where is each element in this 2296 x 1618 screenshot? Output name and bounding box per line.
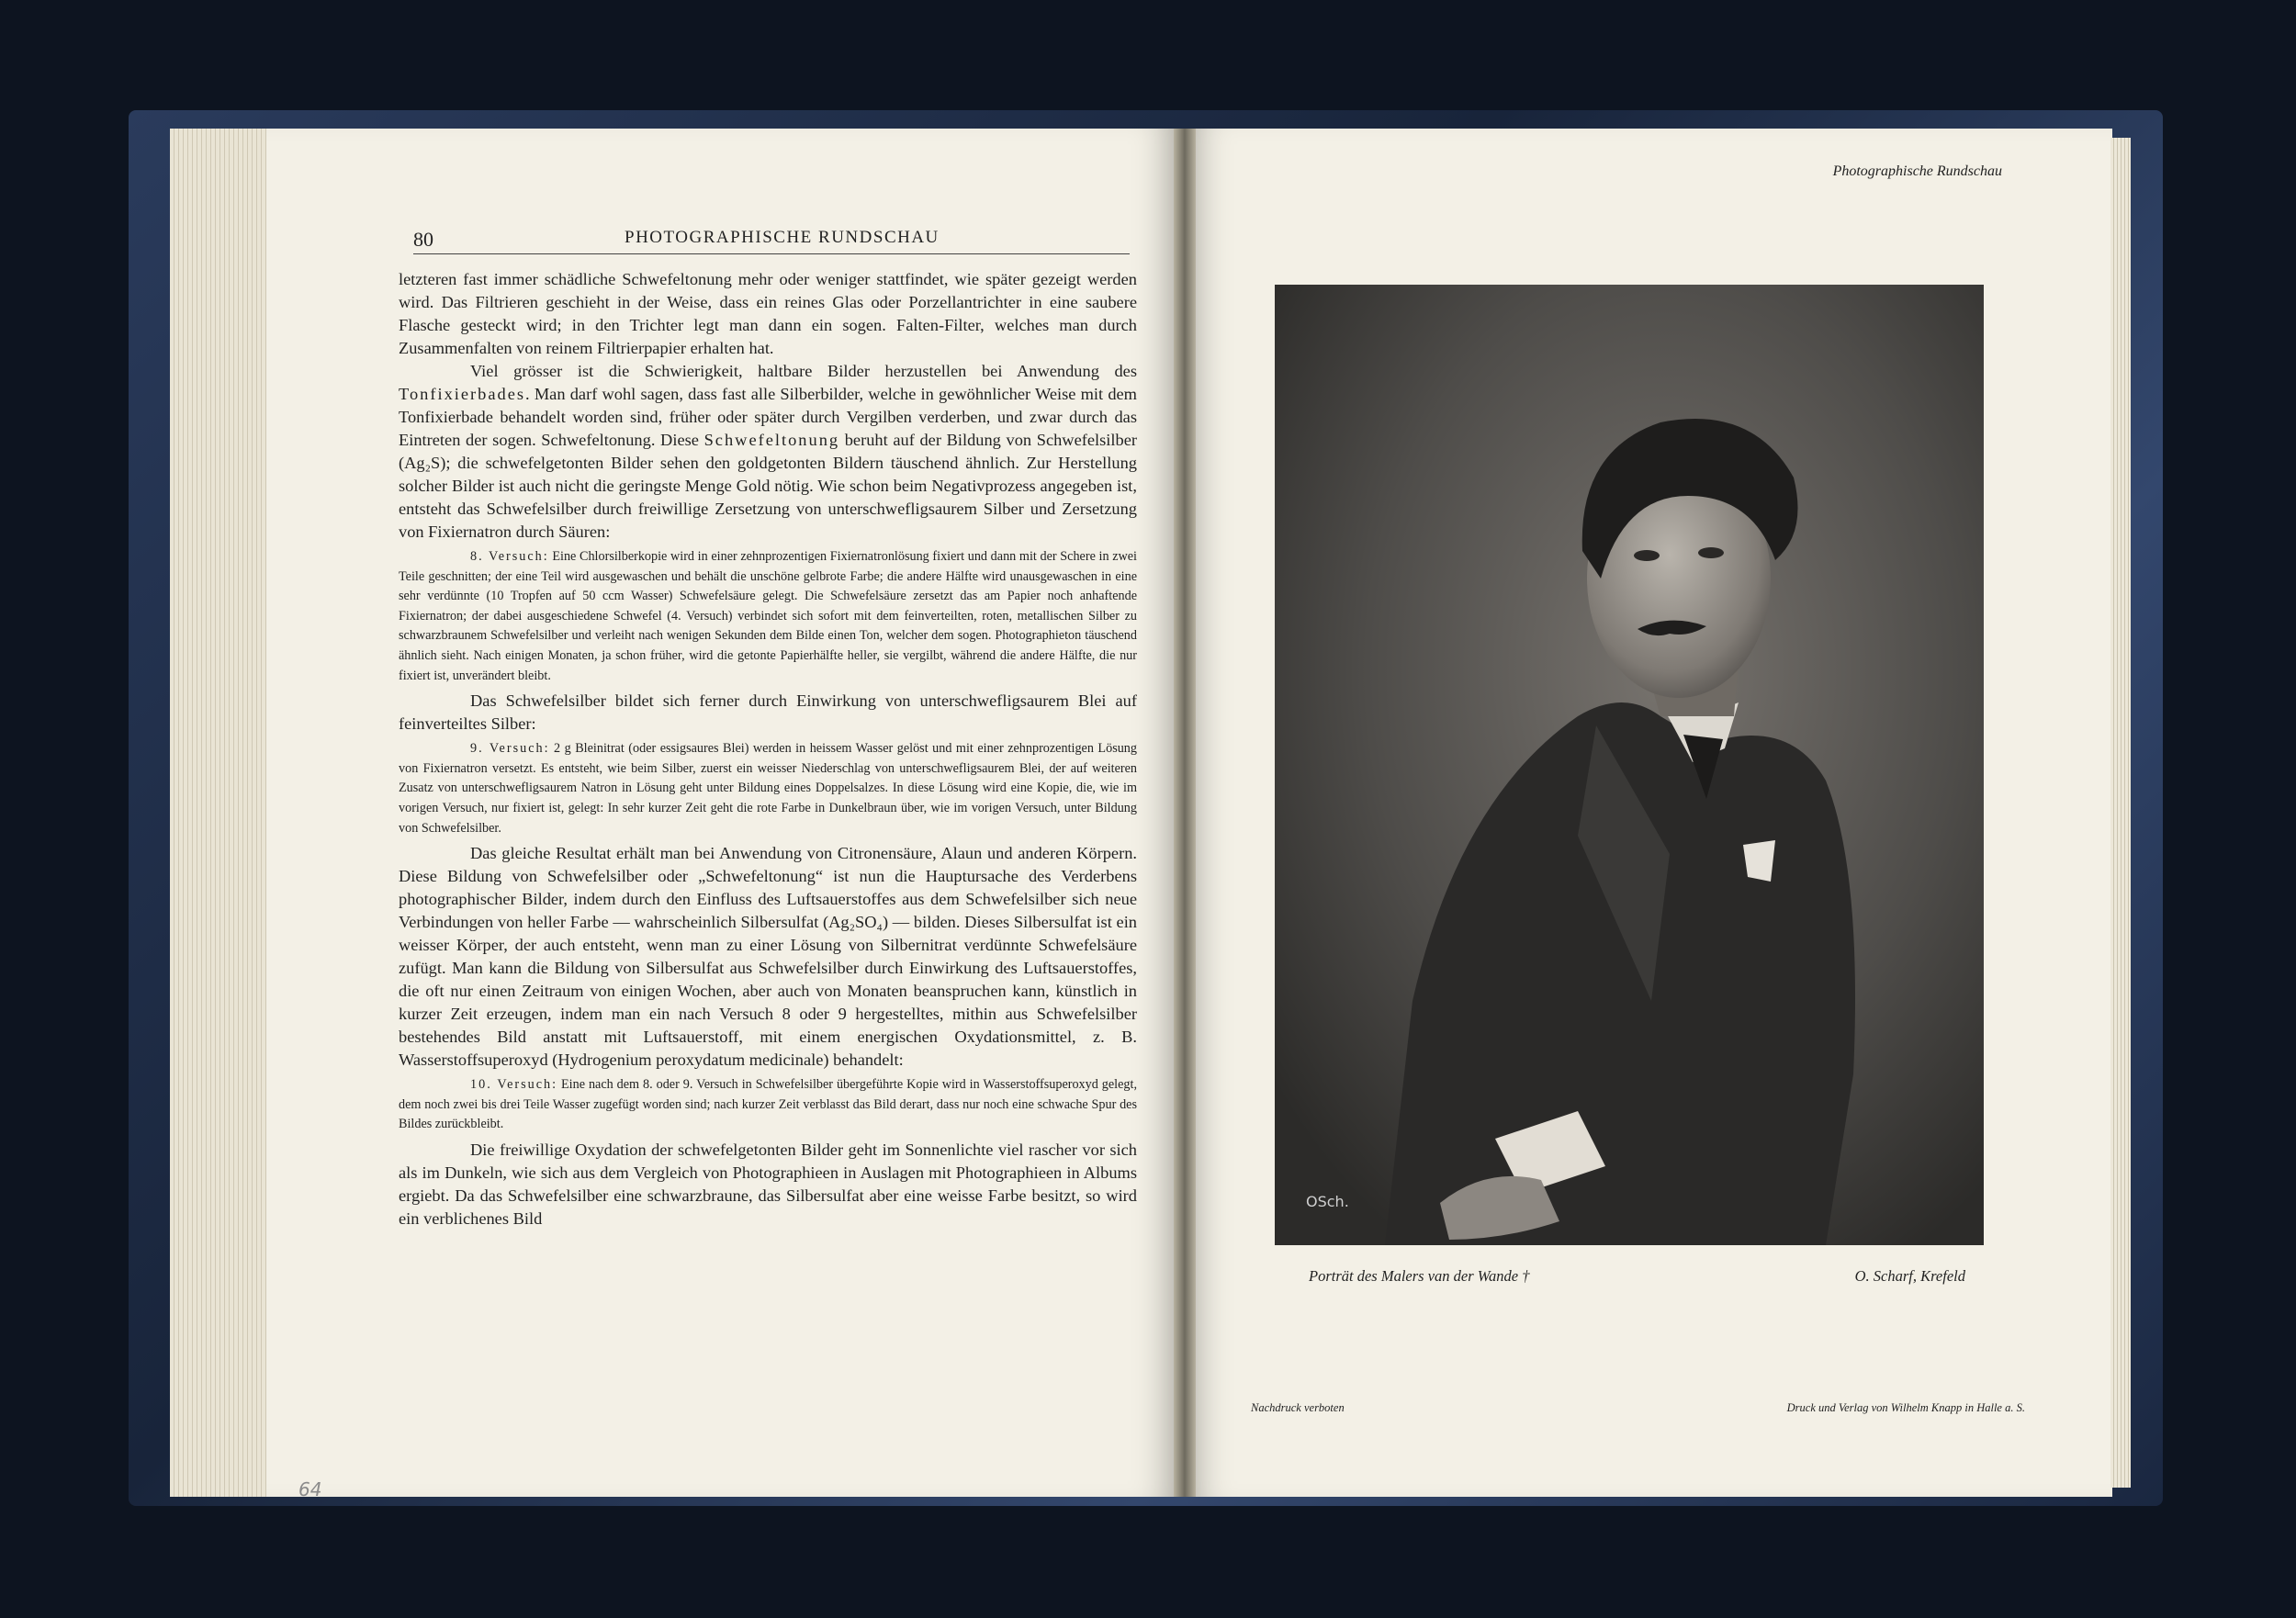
pencil-mark: 64	[298, 1478, 322, 1500]
experiment-8-label: 8. Versuch:	[470, 549, 549, 564]
paragraph-5: Die freiwillige Oxydation der schwefelgetonten Bilder geht im Sonnenlichte viel rascher vor sich als im Dunkeln, wie sich aus dem Vergleich von Photographieen in Auslagen mit Photographieen in Albums ergiebt. Da das Schwefelsilber eine schwarzbraune, das Silbersulfat aber eine weisse Farbe besitzt, so wird ein verblichenes Bild	[399, 1140, 1137, 1228]
spaced-term-schwefeltonung: Schwefeltonung	[703, 431, 840, 449]
experiment-10	[399, 1075, 1137, 1135]
paragraph-1: letzteren fast immer schädliche Schwefeltonung mehr oder weniger stattfindet, wie später gezeigt werden wird. Das Filtrieren geschieht in der Weise, dass ein reines Glas oder Porzellantrichter in eine saubere Flasche gesteckt wird; in den Trichter legt man dann ein sogen. Falten-Filter, welches man durch Zusammenfalten von reinem Filtrierpapier erhalten hat.	[399, 270, 1137, 357]
right-eye	[1698, 547, 1724, 558]
paragraph-2-part-b: . Man darf wohl sagen, dass fast alle Silberbilder, welche in gewöhnlicher Weise mit dem Tonfixierbade behandelt worden sind, früher oder später durch Vergilben verderben, und zwar durch das Eintreten der sogen. Schwefeltonung. Diese	[399, 385, 1137, 449]
book-gutter	[1174, 129, 1196, 1497]
photo-caption-title: Porträt des Malers van der Wande †	[1309, 1267, 1530, 1285]
photo-signature: OSch.	[1306, 1193, 1349, 1210]
journal-title: PHOTOGRAPHISCHE RUNDSCHAU	[625, 228, 940, 247]
left-page-stack	[170, 129, 271, 1497]
right-page-stack	[2110, 138, 2131, 1488]
reprint-notice: Nachdruck verboten	[1251, 1401, 1345, 1414]
body-text	[399, 268, 1137, 1230]
pocket-square	[1743, 840, 1775, 882]
paragraph-2	[399, 360, 1137, 544]
publisher-imprint: Druck und Verlag von Wilhelm Knapp in Halle a. S.	[1786, 1401, 2025, 1414]
paragraph-2-part-c: beruht auf der Bildung von Schwefelsilber (Ag₂S); die schwefelgetonten Bilder sehen den goldgetonten Bildern täuschend ähnlich. Zur Herstellung solcher Bilder ist auch nicht die geringste Menge Gold nötig. Wie schon beim Negativprozess angegeben ist, entsteht das Schwefelsilber durch freiwillige Zersetzung von unterschwefligsaurem Silber und Zersetzung von Fixiernatron durch Säuren:	[399, 431, 1138, 541]
experiment-8	[399, 547, 1137, 686]
page-number: 80	[413, 228, 433, 251]
right-running-head: Photographische Rundschau	[1832, 163, 2002, 179]
experiment-9	[399, 739, 1137, 838]
photo-caption-credit: O. Scharf, Krefeld	[1854, 1267, 1965, 1285]
spaced-term-tonfixierbades: Tonfixierbades	[399, 385, 526, 403]
experiment-8-text: Eine Chlorsilberkopie wird in einer zehnprozentigen Fixiernatronlösung fixiert und dann mit der Schere in zwei Teile geschnitten; der eine Teil wird ausgewaschen und behält die unschöne gelbrote Farbe; die andere Hälfte wird unausgewaschen in eine sehr verdünnte (10 Tropfen auf 50 ccm Wasser) Schwefelsäure gelegt. Die Schwefelsäure zersetzt das am Papier noch anhaftende Fixiernatron; der dabei ausgeschiedene Schwefel (4. Versuch) verbindet sich sofort mit dem feinverteilten, roten, metallischen Silber zu schwarzbraunem Schwefelsilber und verleiht nach wenigen Sekunden dem Bilde einen Ton, welcher dem sogen. Photographieton täuschend ähnlich sieht. Nach einigen Monaten, ja schon früher, wird die getonte Papierhälfte heller, sie vergilbt, während die andere Hälfte, die nur fixiert ist, unverändert bleibt.	[399, 549, 1137, 683]
portrait-figure	[1275, 285, 1984, 1245]
left-eye	[1634, 550, 1660, 561]
experiment-10-text: Eine nach dem 8. oder 9. Versuch in Schwefelsilber übergeführte Kopie wird in Wasserstoffsuperoxyd gelegt, dem noch zwei bis drei Teile Wasser zugefügt worden sind; nach kurzer Zeit verblasst das Bild derart, dass nur noch eine schwache Spur des Bildes zurückbleibt.	[399, 1077, 1137, 1132]
paragraph-2-part-a: Viel grösser ist die Schwierigkeit, haltbare Bilder herzustellen bei Anwendung des	[470, 362, 1137, 380]
experiment-9-label: 9. Versuch:	[470, 741, 550, 757]
paragraph-3: Das Schwefelsilber bildet sich ferner durch Einwirkung von unterschwefligsaurem Blei auf feinverteiltes Silber:	[399, 691, 1137, 734]
portrait-photograph	[1275, 285, 1984, 1245]
left-running-head	[413, 228, 1130, 254]
paragraph-4: Das gleiche Resultat erhält man bei Anwendung von Citronensäure, Alaun und anderen Körpern. Diese Bildung von Schwefelsilber oder „Schwefeltonung“ ist nun die Hauptursache des Verderbens photographischer Bilder, indem durch den Einfluss des Luftsauerstoffes aus dem Schwefelsilber sich neue Verbindungen von heller Farbe — wahrscheinlich Silbersulfat (Ag₂SO₄) — bilden. Dieses Silbersulfat ist ein weisser Körper, der auch entsteht, wenn man zu einer Lösung von Silbernitrat verdünnte Schwefelsäure zufügt. Man kann die Bildung von Silbersulfat aus Schwefelsilber durch Einwirkung des Luftsauerstoffes, die oft nur einen Zeitraum von einigen Wochen, aber auch von Monaten beanspruchen kann, künstlich in kurzer Zeit erzeugen, indem man ein nach Versuch 8 oder 9 hergestelltes, mithin aus Schwefelsilber bestehendes Bild anstatt mit Luftsauerstoff, mit einem energischen Oxydationsmittel, z. B. Wasserstoffsuperoxyd (Hydrogenium peroxydatum medicinale) behandelt:	[399, 844, 1137, 1070]
experiment-10-label: 10. Versuch:	[470, 1077, 558, 1093]
experiment-9-text: 2 g Bleinitrat (oder essigsaures Blei) werden in heissem Wasser gelöst und mit einer zehnprozentigen Lösung von Fixiernatron versetzt. Es entsteht, wie beim Silber, zuerst ein weisser Niederschlag von unterschwefligsaurem Blei, der auf weiteren Zusatz von unterschwefligsaurem Natron in Lösung geht unter Bildung eines Doppelsalzes. In diese Lösung wird eine Kopie, die, wie im vorigen Versuch, nur fixiert ist, gelegt: In sehr kurzer Zeit geht die rote Farbe in Dunkelbraun über, wie im vorigen Versuch, unter Bildung von Schwefelsilber.	[399, 741, 1137, 836]
